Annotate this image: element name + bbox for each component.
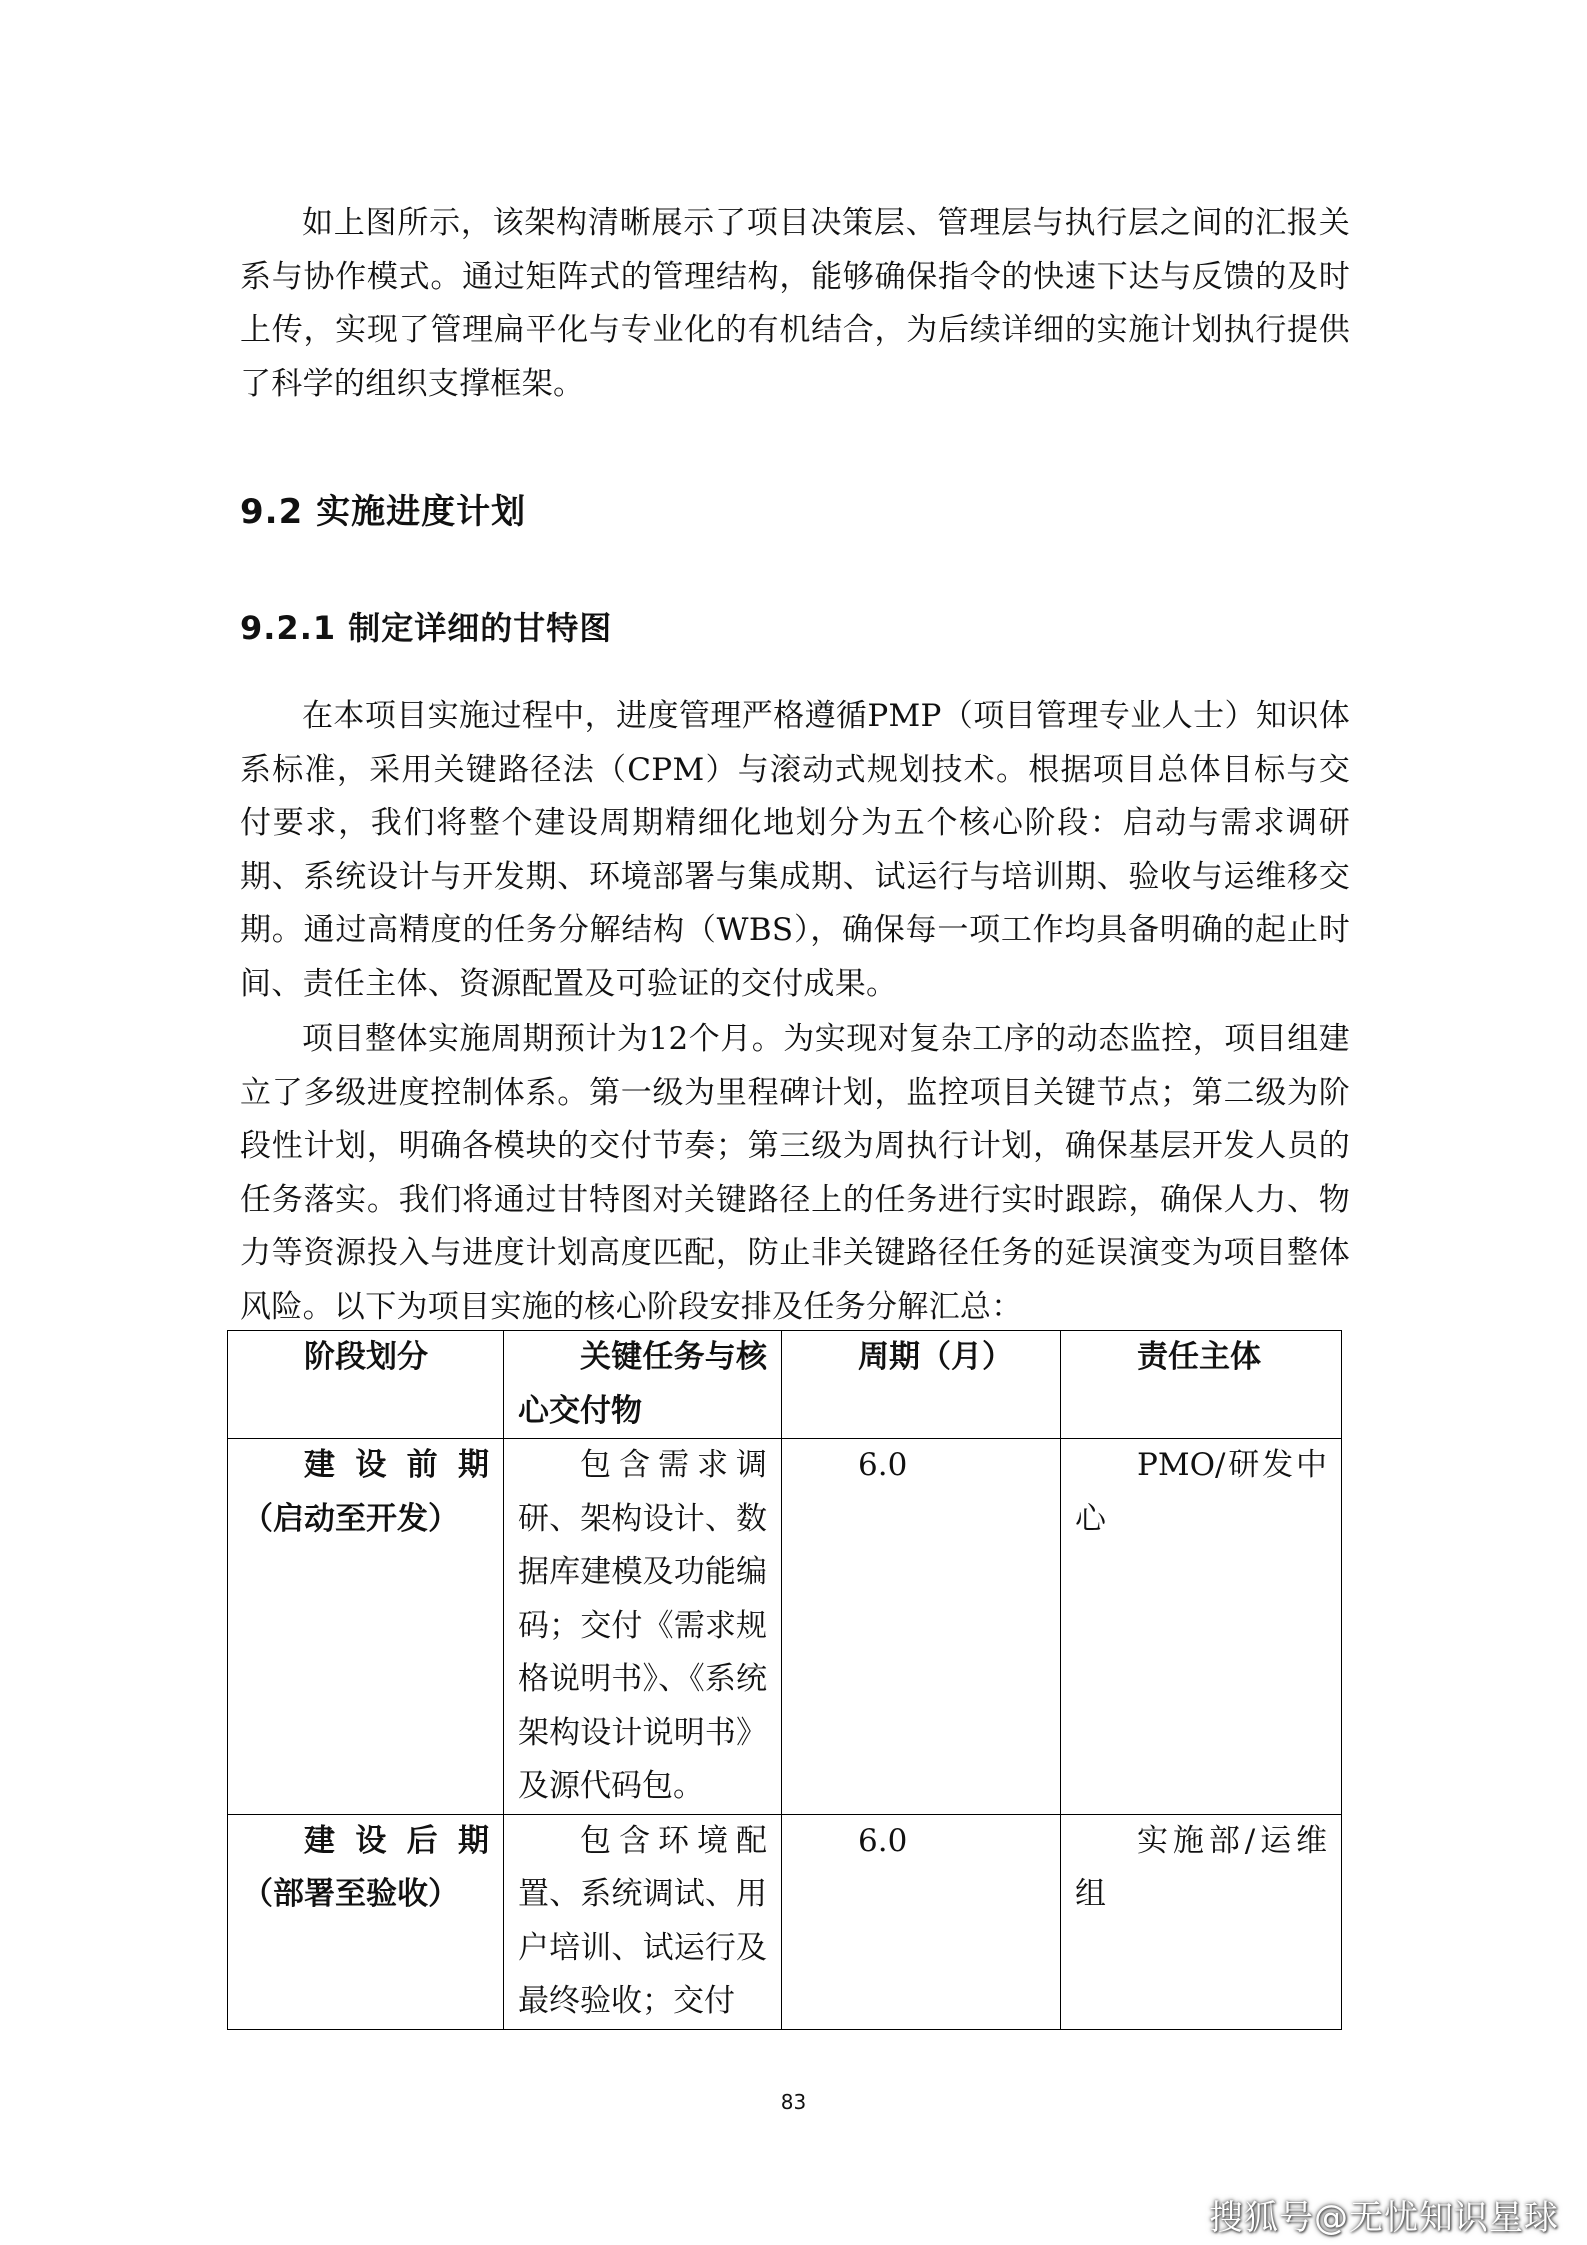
subsection-heading: 9.2.1 制定详细的甘特图 xyxy=(240,609,613,647)
cell-tasks: 包含环境配置、系统调试、用户培训、试运行及最终验收；交付 xyxy=(504,1814,782,2029)
watermark: 搜狐号@无忧知识星球 xyxy=(1209,2198,1559,2238)
table-header-row xyxy=(228,1331,1342,1439)
cell-period: 6.0 xyxy=(782,1439,1061,1815)
cell-tasks: 包含需求调研、架构设计、数据库建模及功能编码；交付《需求规格说明书》、《系统架构设计说明书》及源代码包。 xyxy=(504,1439,782,1815)
body-paragraph-schedule: 项目整体实施周期预计为12个月。为实现对复杂工序的动态监控，项目组建立了多级进度控制体系。第一级为里程碑计划，监控项目关键节点；第二级为阶段性计划，明确各模块的交付节奏；第三级为周执行计划，确保基层开发人员的任务落实。我们将通过甘特图对关键路径上的任务进行实时跟踪，确保人力、物力等资源投入与进度计划高度匹配，防止非关键路径任务的延误演变为项目整体风险。以下为项目实施的核心阶段安排及任务分解汇总： xyxy=(240,1021,1350,1325)
cell-period: 6.0 xyxy=(782,1814,1061,2029)
cell-owner: PMO/研发中心 xyxy=(1061,1439,1342,1815)
table-row xyxy=(228,1439,1342,1815)
phase-task-table xyxy=(227,1330,1342,2030)
cell-owner: 实施部/运维组 xyxy=(1061,1814,1342,2029)
intro-paragraph: 如上图所示，该架构清晰展示了项目决策层、管理层与执行层之间的汇报关系与协作模式。通过矩阵式的管理结构，能够确保指令的快速下达与反馈的及时上传，实现了管理扁平化与专业化的有机结合，为后续详细的实施计划执行提供了科学的组织支撑框架。 xyxy=(240,205,1350,402)
cell-stage: 建设前期（启动至开发） xyxy=(228,1439,504,1815)
header-period: 周期（月） xyxy=(782,1331,1061,1439)
page-number: 83 xyxy=(780,2090,807,2114)
cell-stage: 建设后期（部署至验收） xyxy=(228,1814,504,2029)
section-heading: 9.2 实施进度计划 xyxy=(240,492,527,532)
body-paragraph-methodology: 在本项目实施过程中，进度管理严格遵循PMP（项目管理专业人士）知识体系标准，采用关键路径法（CPM）与滚动式规划技术。根据项目总体目标与交付要求，我们将整个建设周期精细化地划分为五个核心阶段：启动与需求调研期、系统设计与开发期、环境部署与集成期、试运行与培训期、验收与运维移交期。通过高精度的任务分解结构（WBS），确保每一项工作均具备明确的起止时间、责任主体、资源配置及可验证的交付成果。 xyxy=(240,698,1350,1002)
header-tasks: 关键任务与核心交付物 xyxy=(504,1331,782,1439)
header-owner: 责任主体 xyxy=(1061,1331,1342,1439)
table-row xyxy=(228,1814,1342,2029)
header-stage: 阶段划分 xyxy=(228,1331,504,1439)
